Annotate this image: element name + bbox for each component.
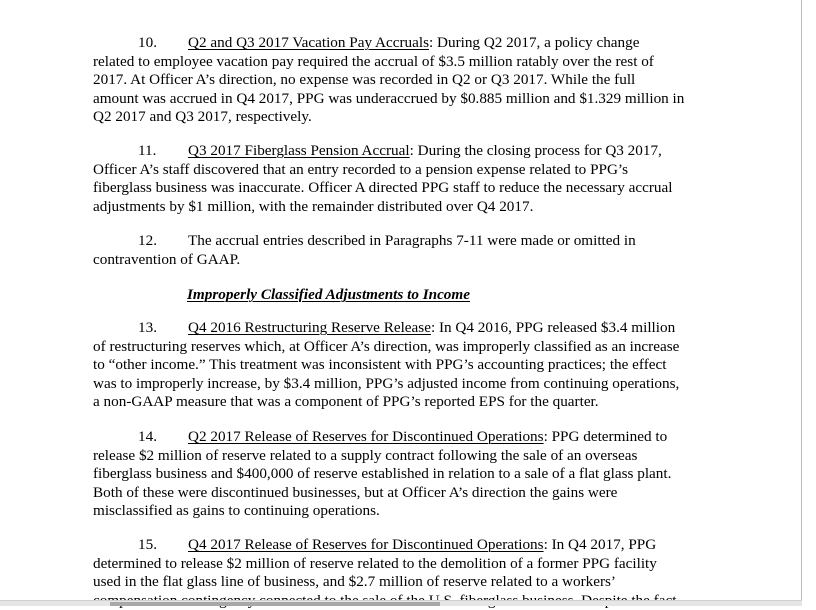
paragraph-line: adjustments by $1 million, with the remainder distributed over Q4 2017. [93, 197, 534, 215]
paragraph-line: fiberglass business and $400,000 of reserve established in relation to a sale of a flat glass plant. [93, 465, 672, 483]
paragraph-line [93, 428, 733, 447]
paragraph-line [93, 34, 733, 53]
paragraph-line: related to employee vacation pay required the accrual of $3.5 million ratably over the rest of [93, 52, 654, 70]
paragraph-12 [93, 232, 733, 269]
paragraph-text: : During the closing process for Q3 2017, [409, 142, 662, 159]
paragraph-number: 15. [138, 536, 157, 553]
paragraph-line: Q2 2017 and Q3 2017, respectively. [93, 108, 312, 126]
paragraph-13 [93, 319, 733, 412]
paragraph-line: contravention of GAAP. [93, 250, 241, 268]
paragraph-line: Officer A’s staff discovered that an entry recorded to a pension expense related to PPG’s [93, 160, 629, 178]
horizontal-scrollbar[interactable] [0, 600, 802, 606]
paragraph-title: Q4 2017 Release of Reserves for Discontinued Operations [188, 536, 544, 553]
paragraph-line: to “other income.” This treatment was inconsistent with PPG’s accounting practices; the effect [93, 356, 667, 374]
section-heading: Improperly Classified Adjustments to Income [187, 286, 470, 303]
paragraph-11 [93, 142, 733, 216]
paragraph-line: determined to release $2 million of reserve related to the demolition of a former PPG facility [93, 554, 657, 572]
paragraph-line [93, 232, 733, 251]
paragraph-line: a non-GAAP measure that was a component of PPG’s reported EPS for the quarter. [93, 393, 599, 411]
paragraph-text: : PPG determined to [543, 428, 668, 445]
paragraph-text: The accrual entries described in Paragraphs 7-11 were made or omitted in [188, 232, 636, 249]
paragraph-title: Q3 2017 Fiberglass Pension Accrual [188, 142, 410, 159]
paragraph-number: 14. [138, 428, 157, 445]
paragraph-text: : In Q4 2017, PPG [543, 536, 657, 553]
paragraph-title: Q2 and Q3 2017 Vacation Pay Accruals [188, 34, 429, 51]
paragraph-14 [93, 428, 733, 521]
paragraph-title: Q4 2016 Restructuring Reserve Release [188, 319, 431, 336]
paragraph-line [93, 319, 733, 338]
paragraph-number: 10. [138, 34, 157, 51]
paragraph-line: misclassified as gains to continuing operations. [93, 502, 380, 520]
paragraph-number: 13. [138, 319, 157, 336]
paragraph-line: amount was accrued in Q4 2017, PPG was underaccrued by $0.885 million and $1.329 million in [93, 89, 685, 107]
scrollbar[interactable] [802, 0, 816, 606]
paragraph-10 [93, 34, 733, 127]
paragraph-number: 12. [138, 232, 157, 249]
paragraph-line: release $2 million of reserve related to a supply contract following the sale of an overseas [93, 446, 638, 464]
paragraph-line: fiberglass business was inaccurate. Officer A directed PPG staff to reduce the necessary accrual [93, 179, 673, 197]
paragraph-line: was to improperly increase, by $3.4 million, PPG’s adjusted income from continuing operations, [93, 374, 680, 392]
paragraph-title: Q2 2017 Release of Reserves for Discontinued Operations [188, 428, 544, 445]
paragraph-line: Both of these were discontinued businesses, but at Officer A’s direction the gains were [93, 483, 618, 501]
paragraph-text: : During Q2 2017, a policy change [428, 34, 640, 51]
paragraph-line: of restructuring reserves which, at Officer A’s direction, was improperly classified as an increase [93, 337, 680, 355]
paragraph-line [93, 142, 733, 161]
paragraph-line: 2017. At Officer A’s direction, no expense was recorded in Q2 or Q3 2017. While the full [93, 71, 636, 89]
paragraph-text: : In Q4 2016, PPG released $3.4 million [430, 319, 676, 336]
paragraph-15 [93, 536, 733, 610]
paragraph-line: used in the flat glass line of business, and $2.7 million of reserve related to a workers’ [93, 573, 616, 591]
scrollbar-thumb[interactable] [110, 602, 440, 606]
paragraph-number: 11. [138, 142, 157, 159]
paragraph-line [93, 536, 733, 555]
